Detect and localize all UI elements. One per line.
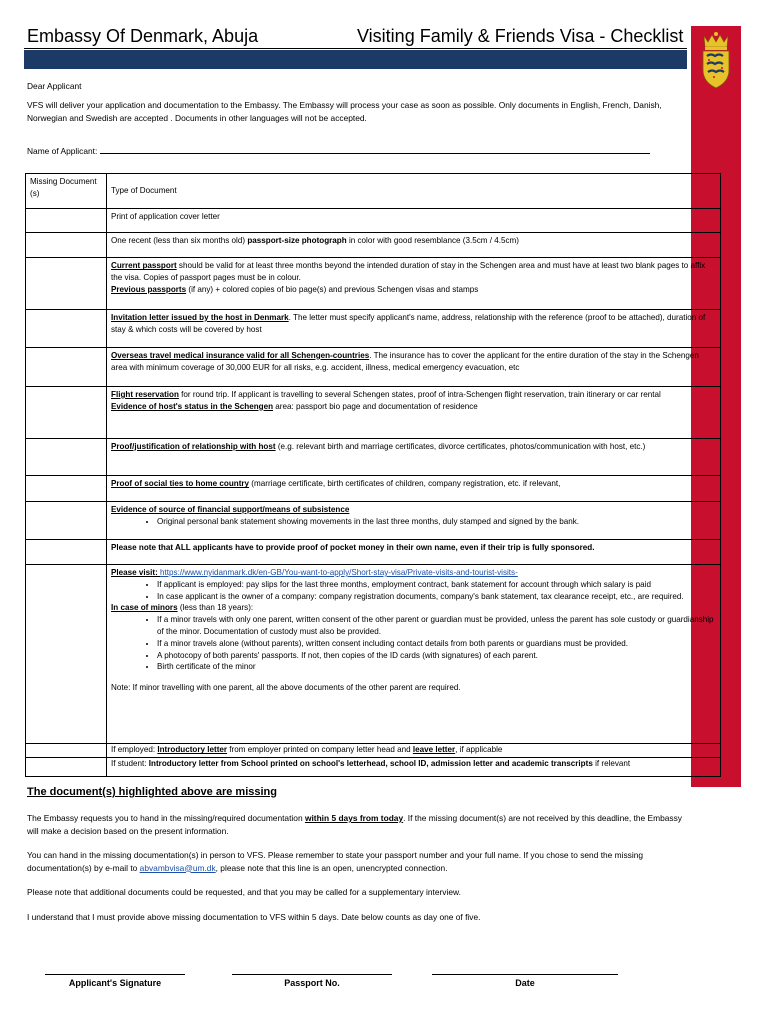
text: (if any) + colored copies of bio page(s) and previous Schengen visas and stamps xyxy=(186,284,479,294)
header-bar xyxy=(24,50,687,69)
text: (e.g. relevant birth and marriage certificates, divorce certificates, photos/communication with host, etc.) xyxy=(275,441,646,451)
date-label: Date xyxy=(515,978,535,988)
text: The Embassy requests you to hand in the missing/required documentation xyxy=(27,813,305,823)
text: (less than 18 years): xyxy=(177,603,254,613)
signature-label: Applicant's Signature xyxy=(68,978,162,988)
bold-term: Evidence of source of financial support/means of subsistence xyxy=(111,504,350,514)
missing-header: Missing Document (s) xyxy=(26,174,107,209)
bold-term: In case of minors xyxy=(111,603,178,613)
list-item: • A photocopy of both parents' passports. If not, then copies of the ID cards (with signatures) of each parent. xyxy=(157,650,716,662)
deadline-emphasis: within 5 days from today xyxy=(304,813,404,823)
bold-term: Previous passports xyxy=(111,284,187,294)
doc-social-ties xyxy=(107,476,721,501)
name-label: Name of Applicant: xyxy=(27,146,98,156)
text: . The letter must specify applicant's name, address, relationship with the reference (proof to be attached), duration of stay & which costs will be covered by host xyxy=(111,312,706,334)
signature-line xyxy=(45,966,185,975)
missing-checkbox[interactable] xyxy=(26,476,107,501)
missing-section-title: The document(s) highlighted above are missing xyxy=(27,786,277,798)
text: (marriage certificate, birth certificates of children, company registration, etc. if relevant, xyxy=(249,479,561,489)
missing-checkbox[interactable] xyxy=(26,565,107,744)
list-item: • Original personal bank statement showing movements in the last three months, duly stamped and signed by the bank. xyxy=(157,516,716,528)
doc-cover-letter: Print of application cover letter xyxy=(107,208,721,232)
list-item: • If a minor travels alone (without parents), written consent including contact details from both parents or guardians must be provided. xyxy=(157,638,716,650)
passport-block[interactable] xyxy=(232,966,392,988)
doc-financial xyxy=(107,501,721,539)
passport-line xyxy=(232,966,392,975)
salutation: Dear Applicant xyxy=(27,81,82,91)
name-underline xyxy=(100,145,650,154)
doc-passport xyxy=(107,258,721,310)
text: for round trip. If applicant is travelling to several Schengen states, proof of intra-Schengen flight reservation, train itinerary or car rental xyxy=(178,389,661,399)
list-item: • Birth certificate of the minor xyxy=(157,661,716,673)
text: You can hand in the missing documentation(s) in person to VFS. Please remember to state your passport number and your full name. If you chose to send the missing documentation(s) by e-mail to xyxy=(27,850,644,873)
embassy-name: Embassy Of Denmark, Abuja xyxy=(27,26,259,46)
text: . The insurance has to cover the applicant for the entire duration of the stay in the Schengen area with minimum coverage of 30,000 EUR for all risks, e.g. accident, illness, medical emergency evacuation, etc xyxy=(111,350,699,372)
danish-coat-of-arms-icon xyxy=(695,30,737,102)
doc-employment-minors xyxy=(107,565,721,744)
text: If student: xyxy=(111,758,149,768)
missing-checkbox[interactable] xyxy=(26,347,107,386)
list-item: • In case applicant is the owner of a company: company registration documents, company's bank statement, tax clearance receipt, etc., are required. xyxy=(157,591,716,603)
type-header: Type of Document xyxy=(107,174,721,209)
deadline-paragraph xyxy=(27,812,687,837)
missing-checkbox[interactable] xyxy=(26,233,107,258)
bold-term: passport-size photograph xyxy=(247,236,347,246)
text: , if applicable xyxy=(455,745,503,755)
passport-label: Passport No. xyxy=(284,978,340,988)
doc-insurance xyxy=(107,347,721,386)
doc-photograph xyxy=(107,233,721,258)
missing-checkbox[interactable] xyxy=(26,501,107,539)
missing-checkbox[interactable] xyxy=(26,744,107,758)
missing-checkbox[interactable] xyxy=(26,438,107,476)
minor-note: Note: If minor travelling with one parent, all the above documents of the other parent are required. xyxy=(111,683,461,693)
text: should be valid for at least three months beyond the intended duration of stay in the Schengen area and must have at least two blank pages to affix the visa. Copies of passport pages must be in colour. xyxy=(111,261,706,283)
text: in color with good resemblance (3.5cm / 4.5cm) xyxy=(346,236,519,246)
page-title: Visiting Family & Friends Visa - Checklist xyxy=(357,26,684,46)
bold-term: Introductory letter xyxy=(157,745,228,755)
bold-term: Proof of social ties to home country xyxy=(111,479,250,489)
missing-checkbox[interactable] xyxy=(26,309,107,347)
bold-term: leave letter xyxy=(412,745,456,755)
bold-term: Overseas travel medical insurance valid for all Schengen-countries xyxy=(111,350,370,360)
visa-info-link[interactable]: https://www.nyidanmark.dk/en-GB/You-want-to-apply/Short-stay-visa/Private-visits-and-tourist-visits- xyxy=(160,568,518,577)
doc-if-student xyxy=(107,757,721,776)
date-line xyxy=(432,966,618,975)
applicant-name-field[interactable] xyxy=(27,145,650,156)
bold-term: Evidence of host's status in the Schengen xyxy=(111,401,274,411)
missing-checkbox[interactable] xyxy=(26,539,107,564)
missing-checkbox[interactable] xyxy=(26,386,107,438)
bold-term: Please visit: xyxy=(111,568,161,577)
acknowledgement-paragraph: I understand that I must provide above missing documentation to VFS within 5 days. Date below counts as day one of five. xyxy=(27,912,481,922)
email-link[interactable]: abvambvisa@um.dk xyxy=(139,862,216,873)
submission-paragraph xyxy=(27,849,687,874)
header-rule xyxy=(24,48,687,49)
intro-text: VFS will deliver your application and documentation to the Embassy. The Embassy will process your case as soon as possible. Only documents in English, French, Danish, Norwegian and Swedish are accepted . Documents in other languages will not be accepted. xyxy=(27,100,662,123)
checklist-table xyxy=(25,173,721,777)
doc-relationship xyxy=(107,438,721,476)
doc-flight xyxy=(107,386,721,438)
missing-checkbox[interactable] xyxy=(26,208,107,232)
doc-pocket-money: Please note that ALL applicants have to provide proof of pocket money in their own name, even if their trip is fully sponsored. xyxy=(107,539,721,564)
text: One recent (less than six months old) xyxy=(111,236,248,246)
text: if relevant xyxy=(592,758,631,768)
list-item: • If applicant is employed: pay slips for the last three months, employment contract, bank statement for account through which salary is paid xyxy=(157,579,716,591)
text: If employed: xyxy=(111,745,158,755)
date-block[interactable] xyxy=(432,966,618,988)
missing-checkbox[interactable] xyxy=(26,757,107,776)
bold-term: Current passport xyxy=(111,261,177,271)
text: area: passport bio page and documentation of residence xyxy=(273,401,478,411)
text: from employer printed on company letter head and xyxy=(227,745,413,755)
text: . If the missing document(s) are not received by this deadline, the Embassy will make a decision based on the present information. xyxy=(27,813,682,836)
signature-block[interactable] xyxy=(45,966,185,988)
doc-if-employed xyxy=(107,744,721,758)
text: , please note that this line is an open, unencrypted connection. xyxy=(215,862,448,873)
additional-docs-paragraph: Please note that additional documents could be requested, and that you may be called for a supplementary interview. xyxy=(27,887,461,897)
bold-term: Flight reservation xyxy=(111,389,179,399)
bold-term: Invitation letter issued by the host in Denmark xyxy=(111,312,289,322)
missing-checkbox[interactable] xyxy=(26,258,107,310)
bold-term: Proof/justification of relationship with host xyxy=(111,441,276,451)
doc-invitation xyxy=(107,309,721,347)
bold-term: Introductory letter from School printed on school's letterhead, school ID, admission letter and academic transcripts xyxy=(148,758,593,768)
list-item: • If a minor travels with only one parent, written consent of the other parent or guardian must be provided, unless the parent has sole custody or guardianship of the minor. Documentation of custody must also be provided. xyxy=(157,614,716,638)
